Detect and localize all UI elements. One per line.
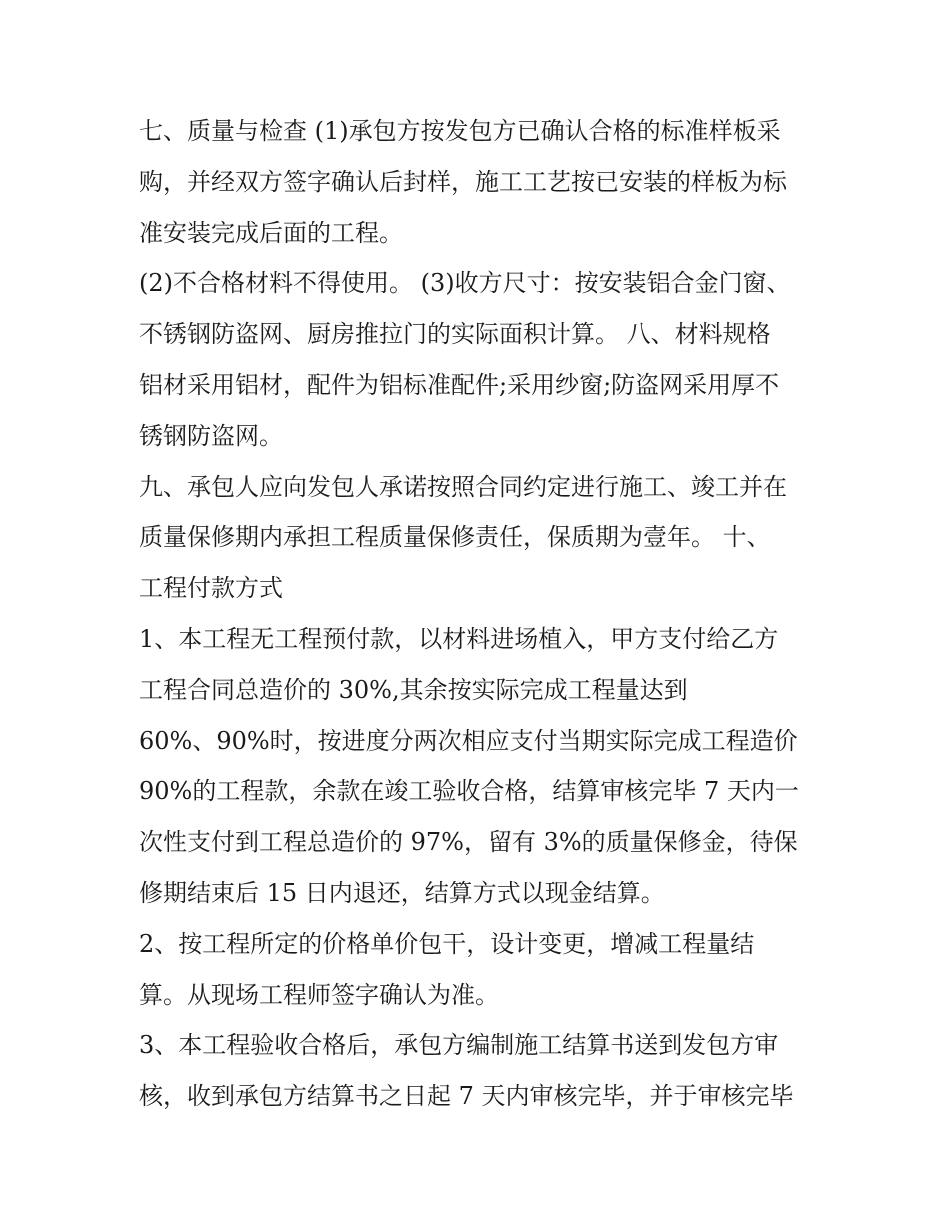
text-line: 九、承包人应向发包人承诺按照合同约定进行施工、竣工并在 xyxy=(139,472,787,501)
text-line: 不锈钢防盗网、厨房推拉门的实际面积计算。 八、材料规格 xyxy=(139,320,771,349)
contract-text xyxy=(139,106,829,1122)
text-line: 1、本工程无工程预付款，以材料进场植入，甲方支付给乙方 xyxy=(139,624,779,653)
text-line: 核，收到承包方结算书之日起 7 天内审核完毕，并于审核完毕 xyxy=(139,1082,794,1111)
text-line: 质量保修期内承担工程质量保修责任，保质期为壹年。 十、 xyxy=(139,523,771,552)
text-line: 次性支付到工程总造价的 97%，留有 3%的质量保修金，待保 xyxy=(139,828,798,857)
text-line: 90%的工程款，余款在竣工验收合格，结算审核完毕 7 天内一 xyxy=(139,777,799,806)
text-line: 铝材采用铝材，配件为铝标准配件;采用纱窗;防盗网采用厚不 xyxy=(139,370,780,399)
text-line: 2、按工程所定的价格单价包干，设计变更，增减工程量结 xyxy=(139,929,755,958)
text-line: 七、质量与检查 (1)承包方按发包方已确认合格的标准样板采 xyxy=(139,117,781,145)
text-line: 准安装完成后面的工程。 xyxy=(139,218,403,247)
text-line: 锈钢防盗网。 xyxy=(139,421,283,450)
text-line: 工程付款方式 xyxy=(139,574,283,603)
text-line: 3、本工程验收合格后，承包方编制施工结算书送到发包方审 xyxy=(139,1031,779,1060)
text-line: (2)不合格材料不得使用。 (3)收方尺寸：按安装铝合金门窗、 xyxy=(139,269,791,298)
text-line: 修期结束后 15 日内退还，结算方式以现金结算。 xyxy=(139,878,665,907)
text-line: 60%、90%时，按进度分两次相应支付当期实际完成工程造价 xyxy=(139,726,798,755)
text-line: 工程合同总造价的 30%,其余按实际完成工程量达到 xyxy=(139,675,688,704)
text-line: 购，并经双方签字确认后封样，施工工艺按已安装的样板为标 xyxy=(139,167,787,196)
text-line: 算。从现场工程师签字确认为准。 xyxy=(139,980,499,1009)
